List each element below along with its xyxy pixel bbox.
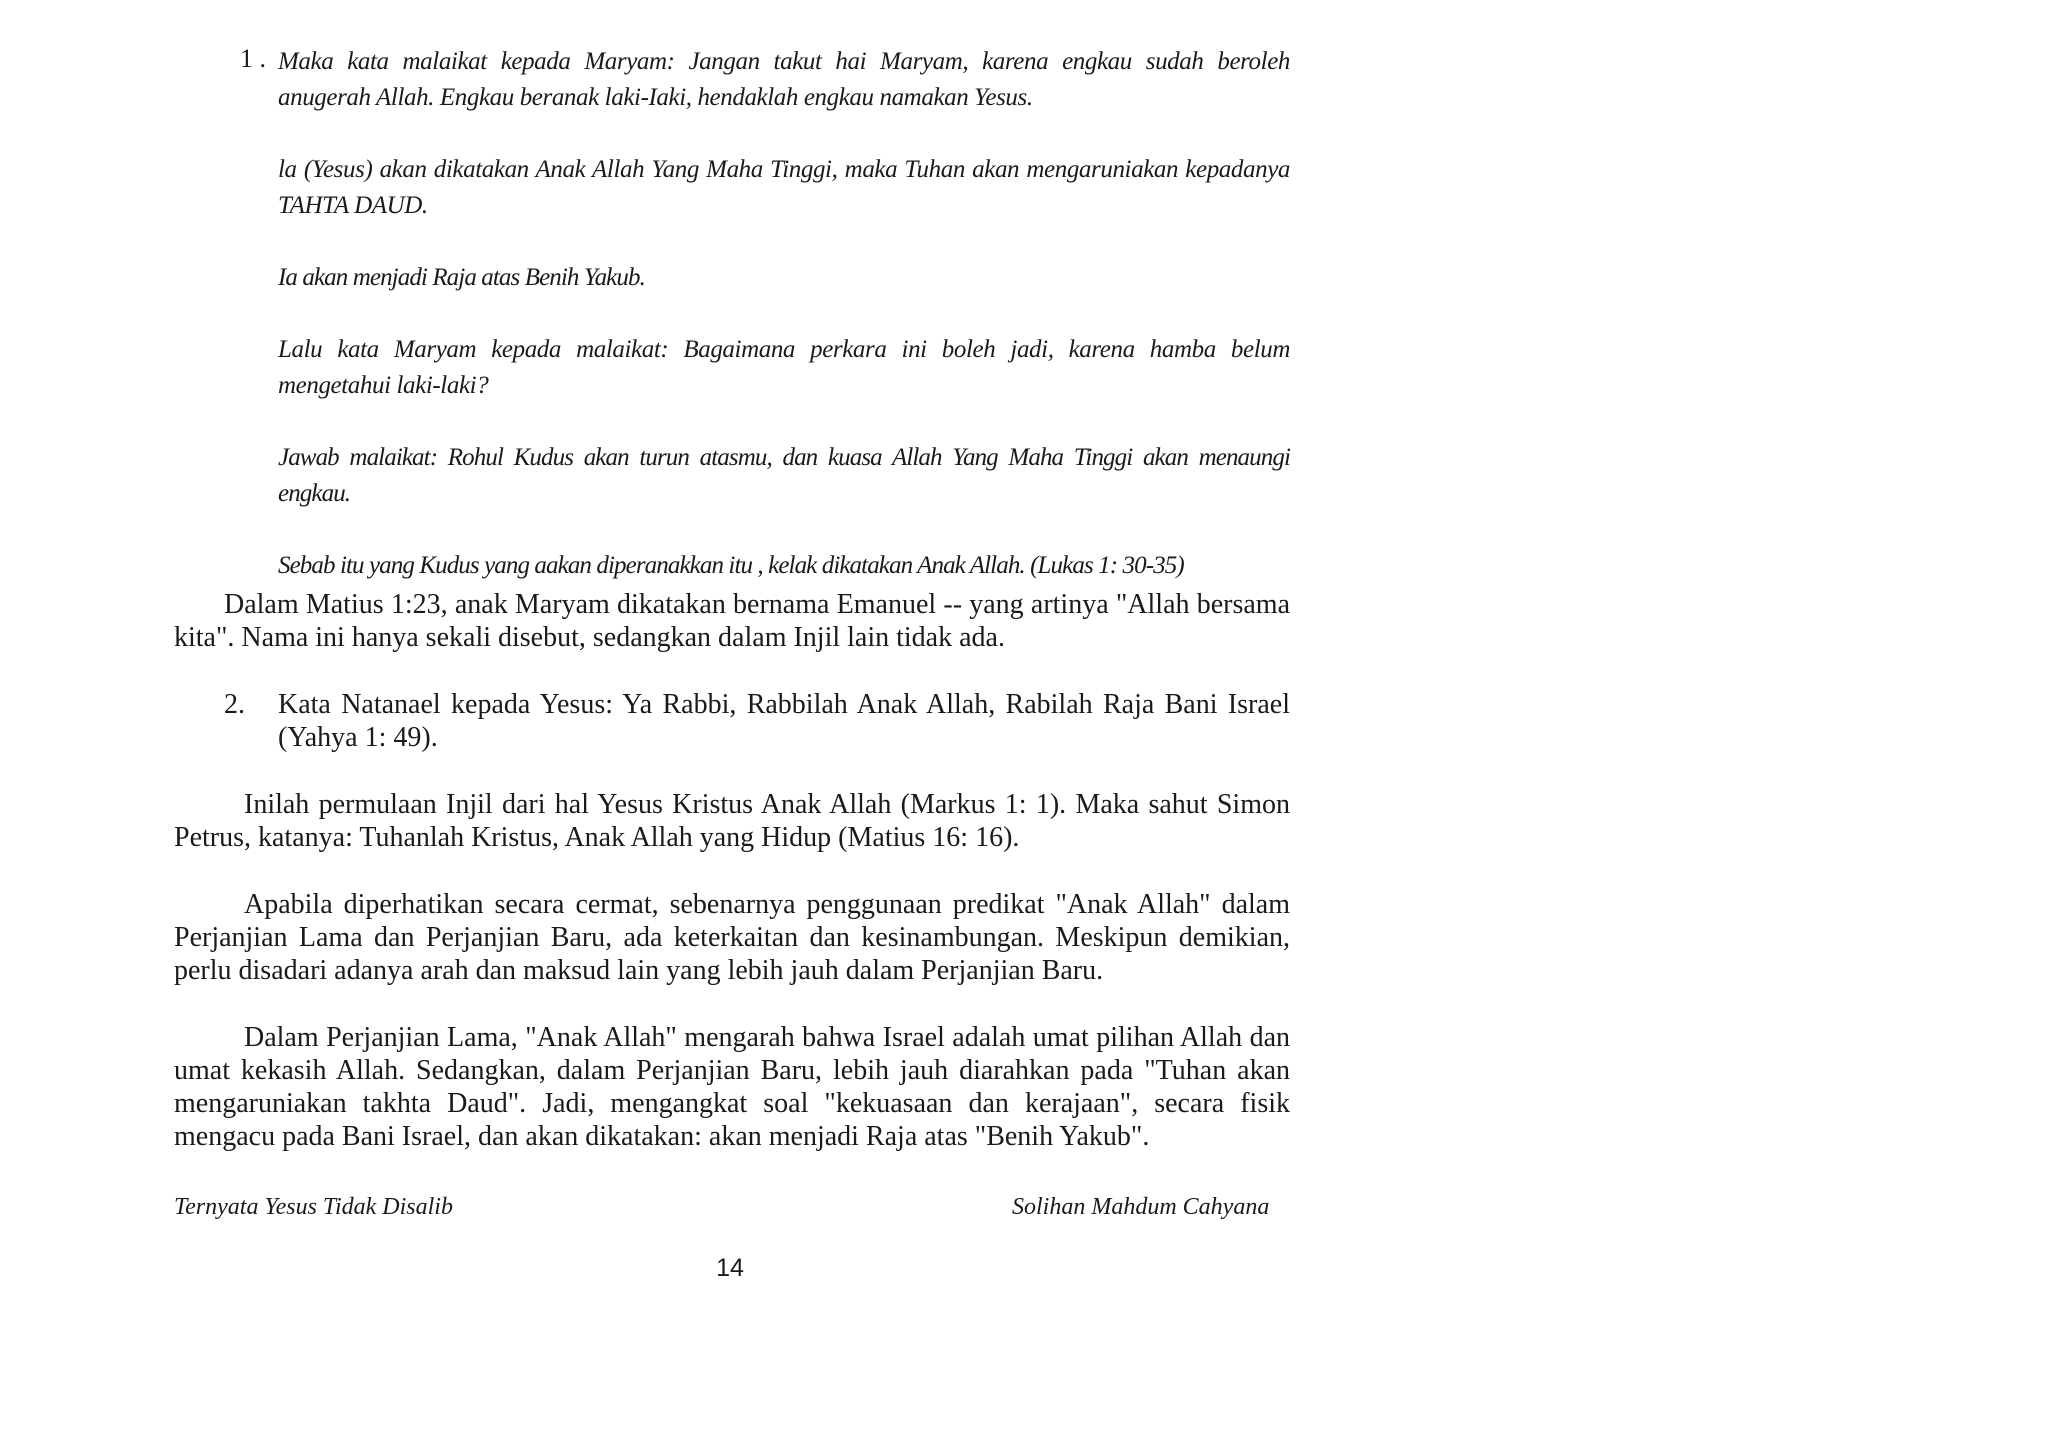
- paragraph-perjanjian-lama: Dalam Perjanjian Lama, "Anak Allah" mengarah bahwa Israel adalah umat pilihan Allah dan umat kekasih Allah. Sedangkan, dalam Perjanjian Baru, lebih jauh diarahkan pada "Tuhan akan mengaruniakan takhta Daud". Jadi, mengangkat soal "kekuasaan dan kerajaan", secara fisik mengacu pada Bani Israel, dan akan dikatakan: akan menjadi Raja atas "Benih Yakub".: [174, 1022, 1290, 1152]
- paragraph-markus: Inilah permulaan Injil dari hal Yesus Kristus Anak Allah (Markus 1: 1). Maka sahut Simon Petrus, katanya: Tuhanlah Kristus, Anak Allah yang Hidup (Matius 16: 16).: [174, 789, 1290, 853]
- quote-line: Lalu kata Maryam kepada malaikat: Bagaimana perkara ini boleh jadi, karena hamba belum mengetahui laki-laki?: [278, 336, 1290, 399]
- quote-line: la (Yesus) akan dikatakan Anak Allah Yang Maha Tinggi, maka Tuhan akan mengaruniakan kepadanya TAHTA DAUD.: [278, 156, 1290, 219]
- quote-line: Sebab itu yang Kudus yang aakan diperanakkan itu , kelak dikatakan Anak Allah. (Lukas 1: 30-35): [278, 552, 1184, 579]
- quote-line: Ia akan menjadi Raja atas Benih Yakub.: [278, 264, 645, 291]
- quote-line: Jawab malaikat: Rohul Kudus akan turun atasmu, dan kuasa Allah Yang Maha Tinggi akan menaungi engkau.: [278, 444, 1290, 507]
- list-number-1: 1 .: [240, 44, 266, 73]
- list-item-2: [224, 688, 1290, 754]
- footer-author: Solihan Mahdum Cahyana: [1012, 1194, 1270, 1220]
- paragraph-matius: Dalam Matius 1:23, anak Maryam dikatakan bernama Emanuel -- yang artinya "Allah bersama kita". Nama ini hanya sekali disebut, sedangkan dalam Injil lain tidak ada.: [174, 589, 1290, 653]
- scripture-quote-lines: [278, 44, 1290, 620]
- list-item-2-text: Kata Natanael kepada Yesus: Ya Rabbi, Rabbilah Anak Allah, Rabilah Raja Bani Israel (Yahya 1: 49).: [278, 689, 1290, 753]
- list-number-2: 2.: [224, 689, 245, 720]
- paragraph-cermat: Apabila diperhatikan secara cermat, sebenarnya penggunaan predikat "Anak Allah" dalam Perjanjian Lama dan Perjanjian Baru, ada keterkaitan dan kesinambungan. Meskipun demikian, perlu disadari adanya arah dan maksud lain yang lebih jauh dalam Perjanjian Baru.: [174, 889, 1290, 986]
- quote-line: Maka kata malaikat kepada Maryam: Jangan takut hai Maryam, karena engkau sudah beroleh anugerah Allah. Engkau beranak laki-Iaki, hendaklah engkau namakan Yesus.: [278, 48, 1290, 111]
- footer-book-title: Ternyata Yesus Tidak Disalib: [174, 1194, 453, 1220]
- page-number: 14: [716, 1254, 744, 1282]
